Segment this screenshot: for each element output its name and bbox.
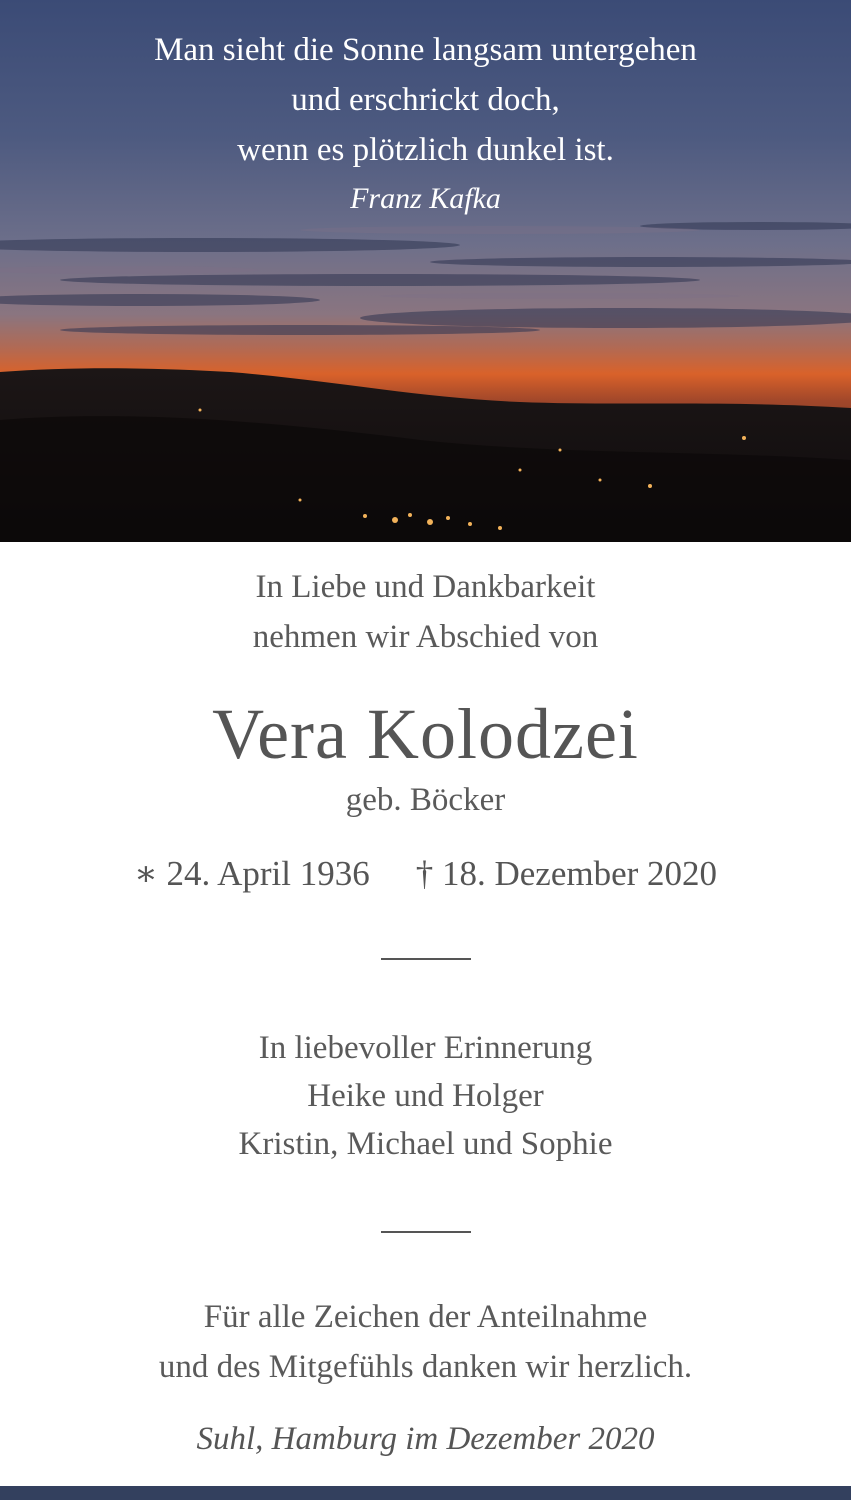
divider bbox=[381, 958, 471, 960]
deceased-name: Vera Kolodzei bbox=[212, 694, 639, 774]
death-date: † 18. Dezember 2020 bbox=[415, 854, 718, 893]
thanks-line: und des Mitgefühls danken wir herzlich. bbox=[158, 1349, 693, 1385]
birth-date: ∗ 24. April 1936 bbox=[133, 854, 370, 893]
intro-line: nehmen wir Abschied von bbox=[252, 619, 599, 655]
quote-line: und erschrickt doch, bbox=[291, 82, 560, 118]
thanks-text bbox=[0, 1292, 851, 1392]
family-line: In liebevoller Erinnerung bbox=[258, 1030, 593, 1066]
life-dates bbox=[0, 854, 851, 894]
sunset-photo bbox=[0, 0, 851, 542]
family-signature bbox=[0, 1024, 851, 1168]
intro-line: In Liebe und Dankbarkeit bbox=[255, 569, 596, 605]
bottom-border bbox=[0, 1486, 851, 1500]
maiden-name: geb. Böcker bbox=[345, 782, 506, 818]
thanks-line: Für alle Zeichen der Anteilnahme bbox=[203, 1299, 648, 1335]
quote-line: wenn es plötzlich dunkel ist. bbox=[237, 132, 614, 168]
family-line: Kristin, Michael und Sophie bbox=[238, 1126, 613, 1162]
intro-text bbox=[0, 562, 851, 662]
kafka-quote bbox=[0, 25, 851, 175]
place-date: Suhl, Hamburg im Dezember 2020 bbox=[196, 1421, 655, 1457]
family-line: Heike und Holger bbox=[307, 1078, 544, 1114]
divider bbox=[381, 1231, 471, 1233]
quote-line: Man sieht die Sonne langsam untergehen bbox=[154, 32, 697, 68]
quote-author: Franz Kafka bbox=[350, 182, 501, 215]
